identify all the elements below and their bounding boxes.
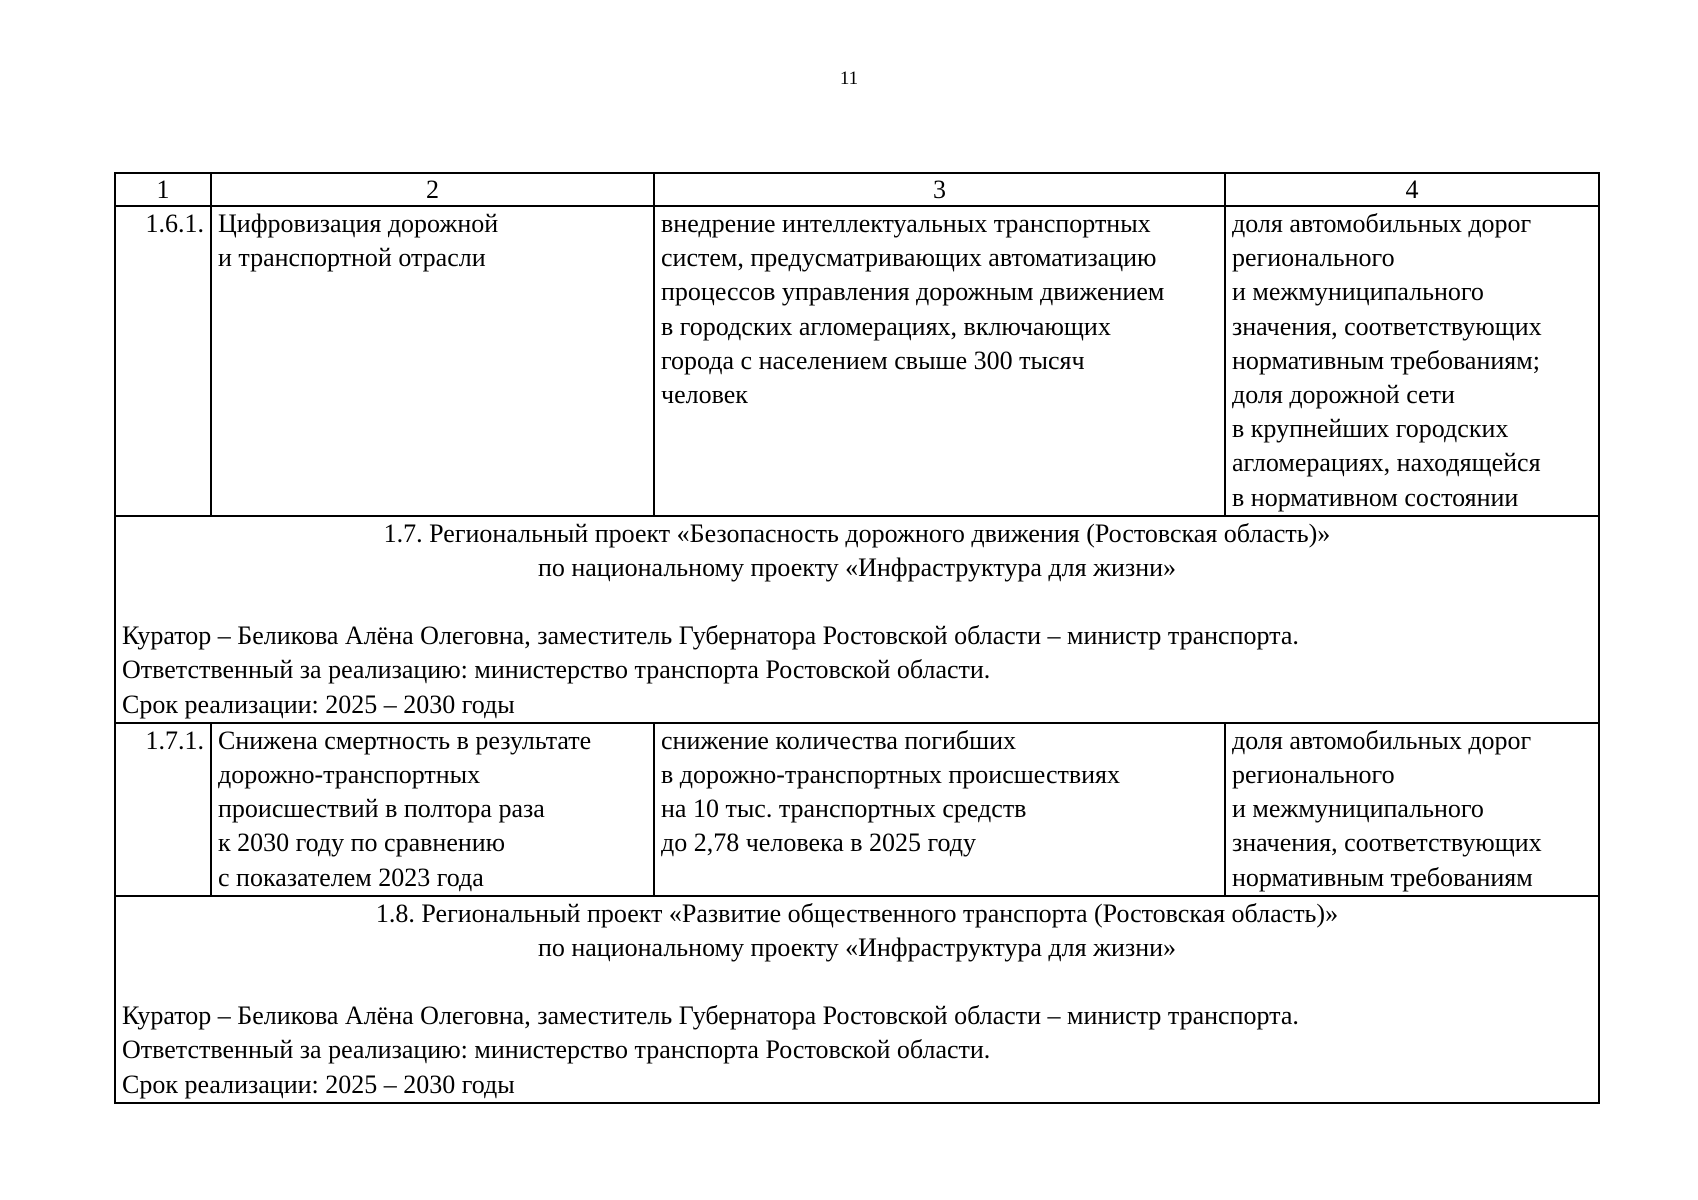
- cell-line: с показателем 2023 года: [218, 862, 484, 892]
- cell-line: доля автомобильных дорог: [1232, 209, 1532, 238]
- cell-line: к 2030 году по сравнению: [218, 828, 506, 858]
- cell-line: Снижена смертность в результате: [218, 725, 592, 755]
- cell-line: города с населением свыше 300 тысяч: [661, 345, 1085, 375]
- header-col-3: 3: [654, 173, 1225, 206]
- task-description-cell: [654, 206, 1225, 516]
- cell-line: в нормативном состоянии: [1232, 482, 1519, 512]
- header-col-4: 4: [1225, 173, 1599, 206]
- section-row-1-7: [115, 516, 1599, 723]
- section-title-line: по национальному проекту «Инфраструктура для жизни»: [537, 933, 1177, 963]
- section-title: [122, 897, 1592, 965]
- cell-line: на 10 тыс. транспортных средств: [661, 794, 1027, 824]
- section-curator: Куратор – Беликова Алёна Олеговна, заместитель Губернатора Ростовской области – министр транспорта.: [122, 621, 1299, 651]
- cell-line: процессов управления дорожным движением: [661, 277, 1165, 307]
- section-title-line: 1.8. Региональный проект «Развитие общественного транспорта (Ростовская область)»: [375, 898, 1339, 928]
- cell-line: и межмуниципального: [1232, 277, 1484, 307]
- task-description-cell: [654, 723, 1225, 896]
- header-col-2: 2: [211, 173, 654, 206]
- cell-line: в дорожно-транспортных происшествиях: [661, 760, 1121, 790]
- cell-line: доля дорожной сети: [1232, 380, 1455, 410]
- cell-line: до 2,78 человека в 2025 году: [661, 828, 977, 858]
- cell-line: в городских агломерациях, включающих: [661, 311, 1111, 341]
- indicator-cell: [1225, 206, 1599, 516]
- row-number: 1.6.1.: [115, 206, 211, 516]
- section-term: Срок реализации: 2025 – 2030 годы: [122, 689, 515, 719]
- section-responsible: Ответственный за реализацию: министерство транспорта Ростовской области.: [122, 1035, 991, 1065]
- section-row-1-8: [115, 896, 1599, 1103]
- cell-line: регионального: [1232, 243, 1395, 273]
- section-title-line: по национальному проекту «Инфраструктура для жизни»: [537, 553, 1177, 583]
- section-responsible: Ответственный за реализацию: министерство транспорта Ростовской области.: [122, 655, 991, 685]
- table-row-1-7-1: [115, 723, 1599, 896]
- cell-line: нормативным требованиям: [1232, 862, 1533, 892]
- cell-line: регионального: [1232, 760, 1395, 790]
- cell-line: снижение количества погибших: [661, 725, 1017, 755]
- section-info: [122, 999, 1592, 1102]
- cell-line: дорожно-транспортных: [218, 760, 481, 790]
- section-title: [122, 517, 1592, 585]
- section-curator: Куратор – Беликова Алёна Олеговна, заместитель Губернатора Ростовской области – министр транспорта.: [122, 1001, 1299, 1031]
- cell-line: и межмуниципального: [1232, 794, 1484, 824]
- header-col-1: 1: [115, 173, 211, 206]
- cell-line: внедрение интеллектуальных транспортных: [661, 209, 1151, 238]
- section-cell: [115, 516, 1599, 723]
- row-number: 1.7.1.: [115, 723, 211, 896]
- cell-line: и транспортной отрасли: [218, 243, 486, 273]
- document-table: [114, 172, 1600, 1104]
- task-name-cell: [211, 723, 654, 896]
- cell-line: агломерациях, находящейся: [1232, 448, 1541, 478]
- cell-line: значения, соответствующих: [1232, 311, 1542, 341]
- cell-line: систем, предусматривающих автоматизацию: [661, 243, 1157, 273]
- cell-line: происшествий в полтора раза: [218, 794, 545, 824]
- section-cell: [115, 896, 1599, 1103]
- section-info: [122, 619, 1592, 722]
- cell-line: Цифровизация дорожной: [218, 209, 499, 238]
- cell-line: значения, соответствующих: [1232, 828, 1542, 858]
- task-name-cell: [211, 206, 654, 516]
- table-header-row: [115, 173, 1599, 206]
- indicator-cell: [1225, 723, 1599, 896]
- cell-line: нормативным требованиям;: [1232, 345, 1540, 375]
- cell-line: в крупнейших городских: [1232, 414, 1509, 444]
- cell-line: человек: [661, 380, 748, 410]
- section-term: Срок реализации: 2025 – 2030 годы: [122, 1069, 515, 1099]
- section-title-line: 1.7. Региональный проект «Безопасность дорожного движения (Ростовская область)»: [383, 518, 1331, 548]
- page-number: 11: [839, 68, 859, 89]
- table-row-1-6-1: [115, 206, 1599, 516]
- cell-line: доля автомобильных дорог: [1232, 725, 1532, 755]
